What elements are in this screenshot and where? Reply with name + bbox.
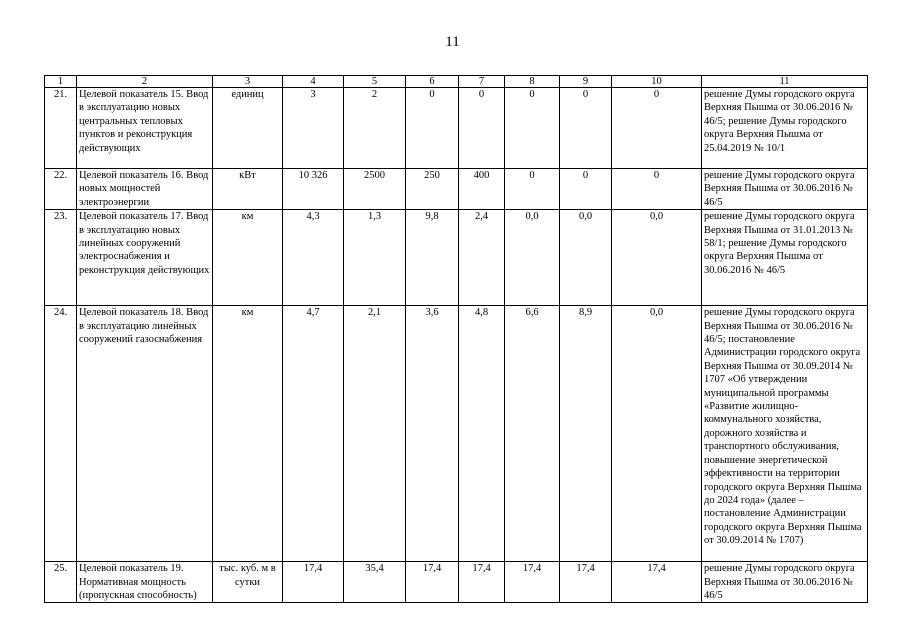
unit-cell: км [213, 306, 283, 562]
column-header: 4 [283, 76, 344, 88]
value-cell: 0 [459, 88, 505, 169]
value-cell: 17,4 [612, 562, 702, 603]
table-row [45, 210, 868, 306]
value-cell: 17,4 [406, 562, 459, 603]
value-cell: 9,8 [406, 210, 459, 306]
column-header: 9 [560, 76, 612, 88]
value-cell: 3 [283, 88, 344, 169]
basis-cell: решение Думы городского округа Верхняя Пышма от 30.06.2016 № 46/5 [702, 562, 868, 603]
value-cell: 2 [344, 88, 406, 169]
value-cell: 0,0 [612, 306, 702, 562]
basis-cell: решение Думы городского округа Верхняя Пышма от 30.06.2016 № 46/5; решение Думы городского округа Верхняя Пышма от 25.04.2019 № 10/1 [702, 88, 868, 169]
value-cell: 8,9 [560, 306, 612, 562]
indicators-table [44, 75, 868, 603]
value-cell: 4,3 [283, 210, 344, 306]
row-number: 24. [45, 306, 77, 562]
value-cell: 0,0 [612, 210, 702, 306]
column-header: 3 [213, 76, 283, 88]
page-number: 11 [445, 34, 460, 50]
value-cell: 17,4 [560, 562, 612, 603]
indicator-name: Целевой показатель 16. Ввод новых мощностей электроэнергии [77, 169, 213, 210]
row-number: 22. [45, 169, 77, 210]
unit-cell: тыс. куб. м в сутки [213, 562, 283, 603]
value-cell: 0 [505, 88, 560, 169]
value-cell: 2,4 [459, 210, 505, 306]
indicator-name: Целевой показатель 18. Ввод в эксплуатацию линейных сооружений газоснабжения [77, 306, 213, 562]
value-cell: 35,4 [344, 562, 406, 603]
value-cell: 1,3 [344, 210, 406, 306]
row-number: 25. [45, 562, 77, 603]
row-number: 21. [45, 88, 77, 169]
column-header: 1 [45, 76, 77, 88]
value-cell: 10 326 [283, 169, 344, 210]
unit-cell: км [213, 210, 283, 306]
value-cell: 0 [612, 169, 702, 210]
unit-cell: единиц [213, 88, 283, 169]
row-number: 23. [45, 210, 77, 306]
value-cell: 2,1 [344, 306, 406, 562]
value-cell: 0 [505, 169, 560, 210]
basis-cell: решение Думы городского округа Верхняя Пышма от 30.06.2016 № 46/5; постановление Администрации городского округа Верхняя Пышма от 30.09.2014 № 1707 «Об утверждении муниципальной программы «Развитие жилищно-коммунального хозяйства, дорожного хозяйства и транспортного обслуживания, повышение энергетической эффективности на территории городского округа Верхняя Пышма до 2024 года» (далее – постановление Администрации городского округа Верхняя Пышма от 30.09.2014 № 1707) [702, 306, 868, 562]
value-cell: 17,4 [459, 562, 505, 603]
indicator-name: Целевой показатель 17. Ввод в эксплуатацию новых линейных сооружений электроснабжения и реконструкция действующих [77, 210, 213, 306]
unit-cell: кВт [213, 169, 283, 210]
value-cell: 400 [459, 169, 505, 210]
value-cell: 0 [560, 88, 612, 169]
column-header: 6 [406, 76, 459, 88]
value-cell: 6,6 [505, 306, 560, 562]
indicator-name: Целевой показатель 19. Нормативная мощность (пропускная способность) [77, 562, 213, 603]
indicator-name: Целевой показатель 15. Ввод в эксплуатацию новых центральных тепловых пунктов и реконструкция действующих [77, 88, 213, 169]
table-row [45, 562, 868, 603]
table-row [45, 88, 868, 169]
column-header: 7 [459, 76, 505, 88]
value-cell: 17,4 [283, 562, 344, 603]
value-cell: 0 [612, 88, 702, 169]
table-row [45, 306, 868, 562]
value-cell: 250 [406, 169, 459, 210]
column-header: 11 [702, 76, 868, 88]
value-cell: 0 [406, 88, 459, 169]
table-header-row [45, 76, 868, 88]
value-cell: 0,0 [560, 210, 612, 306]
value-cell: 0 [560, 169, 612, 210]
value-cell: 2500 [344, 169, 406, 210]
basis-cell: решение Думы городского округа Верхняя Пышма от 31.01.2013 № 58/1; решение Думы городского округа Верхняя Пышма от 30.06.2016 № 46/5 [702, 210, 868, 306]
column-header: 2 [77, 76, 213, 88]
value-cell: 3,6 [406, 306, 459, 562]
value-cell: 4,7 [283, 306, 344, 562]
value-cell: 17,4 [505, 562, 560, 603]
value-cell: 0,0 [505, 210, 560, 306]
column-header: 8 [505, 76, 560, 88]
column-header: 10 [612, 76, 702, 88]
table-row [45, 169, 868, 210]
basis-cell: решение Думы городского округа Верхняя Пышма от 30.06.2016 № 46/5 [702, 169, 868, 210]
value-cell: 4,8 [459, 306, 505, 562]
column-header: 5 [344, 76, 406, 88]
